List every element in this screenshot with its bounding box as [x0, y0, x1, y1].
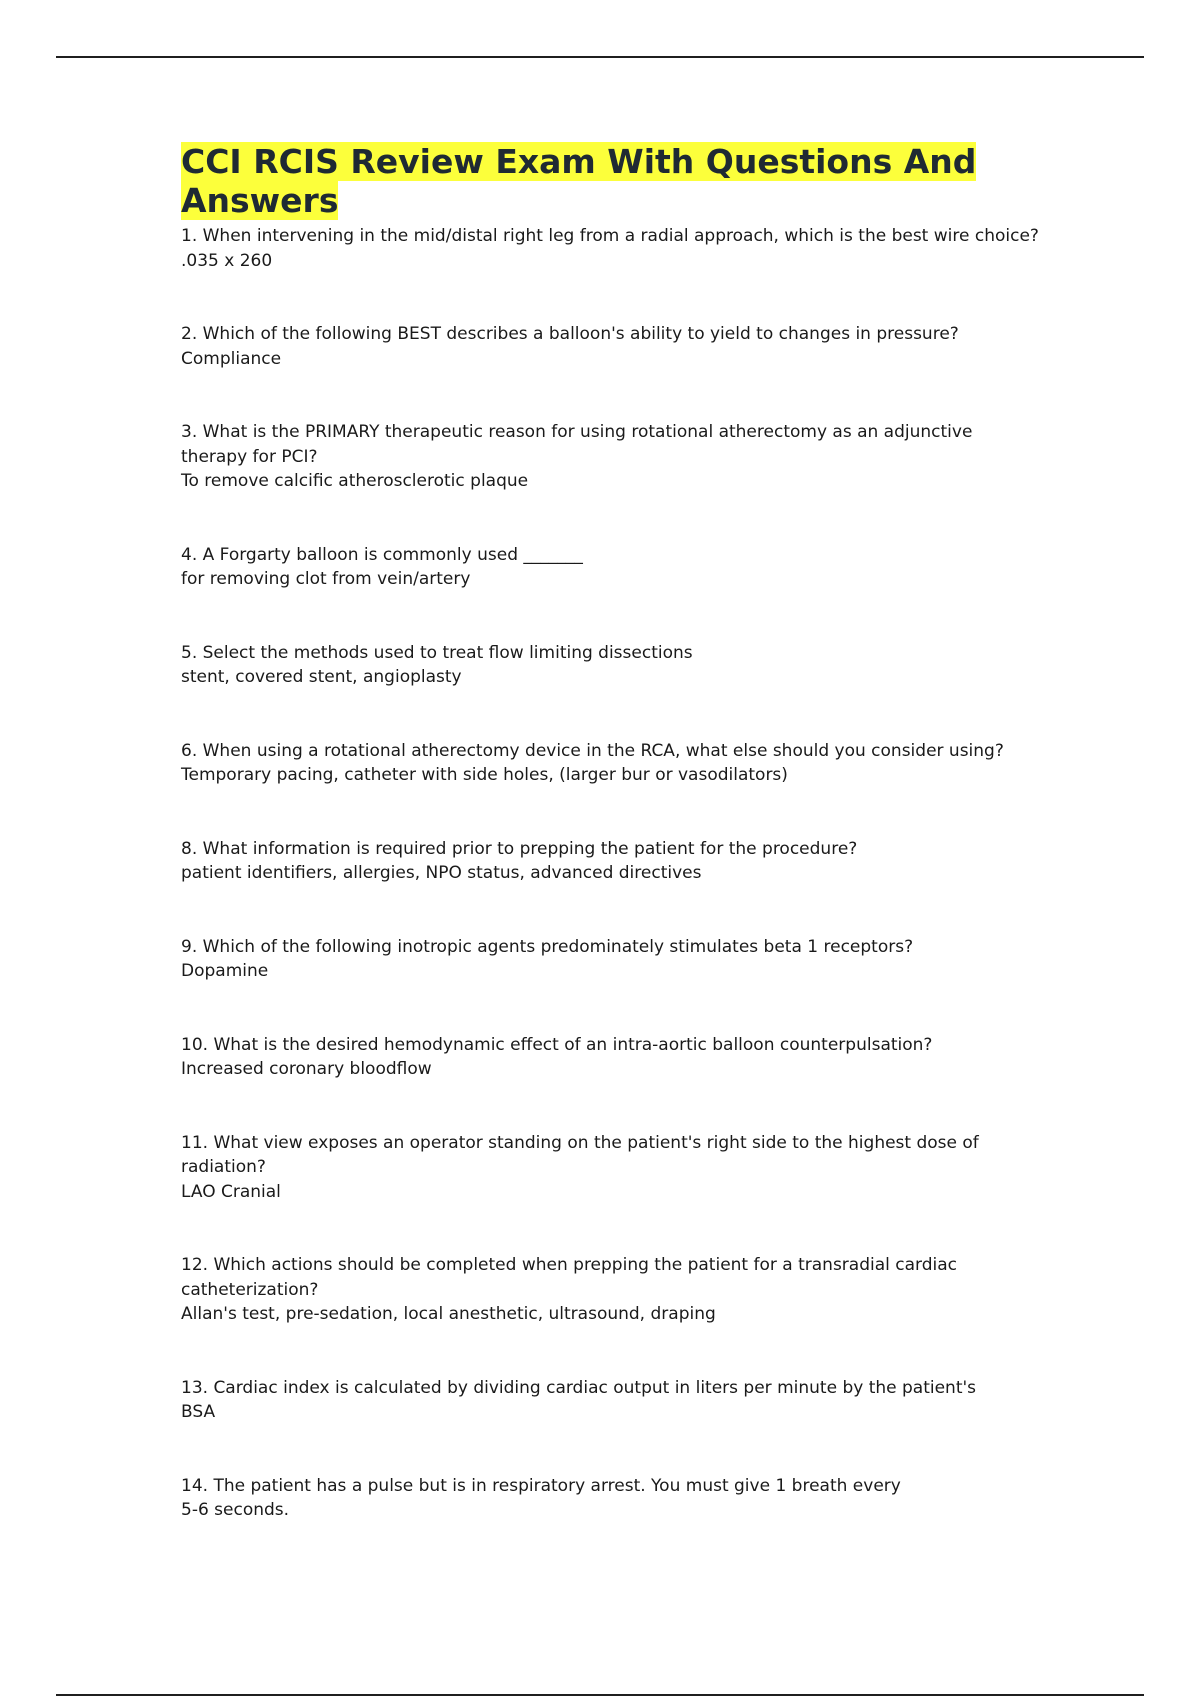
- qa-item-10: [181, 1033, 1041, 1082]
- answer-text: BSA: [181, 1402, 216, 1422]
- question-text: 12. Which actions should be completed when prepping the patient for a transradial cardiac catheterization?: [181, 1255, 957, 1300]
- document-title: [181, 142, 1041, 220]
- question-text: 4. A Forgarty balloon is commonly used _______: [181, 544, 583, 565]
- title-highlight: CCI RCIS Review Exam With Questions And Answers: [181, 142, 977, 220]
- answer-text: for removing clot from vein/artery: [181, 569, 471, 589]
- qa-item-11: [181, 1131, 1041, 1205]
- top-rule: [56, 56, 1144, 58]
- qa-item-13: [181, 1376, 1041, 1425]
- qa-item-6: [181, 739, 1041, 788]
- document-body: [181, 142, 1041, 1523]
- answer-text: Dopamine: [181, 961, 269, 981]
- answer-text: To remove calcific atherosclerotic plaque: [181, 471, 529, 491]
- qa-item-9: [181, 935, 1041, 984]
- question-text: 11. What view exposes an operator standing on the patient's right side to the highest dose of radiation?: [181, 1132, 979, 1177]
- qa-item-14: [181, 1474, 1041, 1523]
- answer-text: .035 x 260: [181, 250, 273, 271]
- question-text: 2. Which of the following BEST describes a balloon's ability to yield to changes in pressure?: [181, 324, 959, 344]
- qa-item-12: [181, 1253, 1041, 1327]
- question-text: 6. When using a rotational atherectomy device in the RCA, what else should you consider using?: [181, 740, 1004, 761]
- qa-item-2: [181, 322, 1041, 371]
- bottom-rule: [56, 1694, 1144, 1696]
- qa-item-4: [181, 543, 1041, 592]
- question-text: 14. The patient has a pulse but is in respiratory arrest. You must give 1 breath every: [181, 1475, 901, 1496]
- question-text: 1. When intervening in the mid/distal right leg from a radial approach, which is the best wire choice?: [181, 226, 1039, 246]
- answer-text: LAO Cranial: [181, 1181, 281, 1202]
- qa-item-3: [181, 420, 1041, 494]
- answer-text: Temporary pacing, catheter with side holes, (larger bur or vasodilators): [181, 765, 788, 785]
- answer-text: 5-6 seconds.: [181, 1500, 290, 1520]
- qa-item-8: [181, 837, 1041, 886]
- answer-text: Compliance: [181, 348, 282, 369]
- question-text: 13. Cardiac index is calculated by dividing cardiac output in liters per minute by the patient's: [181, 1377, 977, 1398]
- question-text: 3. What is the PRIMARY therapeutic reason for using rotational atherectomy as an adjunctive therapy for PCI?: [181, 422, 973, 467]
- answer-text: Allan's test, pre-sedation, local anesthetic, ultrasound, draping: [181, 1304, 716, 1324]
- question-text: 9. Which of the following inotropic agents predominately stimulates beta 1 receptors?: [181, 936, 914, 957]
- question-text: 5. Select the methods used to treat flow limiting dissections: [181, 642, 693, 663]
- answer-text: stent, covered stent, angioplasty: [181, 667, 462, 687]
- qa-item-5: [181, 641, 1041, 690]
- qa-item-1: [181, 224, 1041, 273]
- answer-text: Increased coronary bloodflow: [181, 1059, 432, 1079]
- question-text: 10. What is the desired hemodynamic effect of an intra-aortic balloon counterpulsation?: [181, 1034, 933, 1055]
- answer-text: patient identifiers, allergies, NPO status, advanced directives: [181, 863, 702, 883]
- question-text: 8. What information is required prior to prepping the patient for the procedure?: [181, 838, 858, 859]
